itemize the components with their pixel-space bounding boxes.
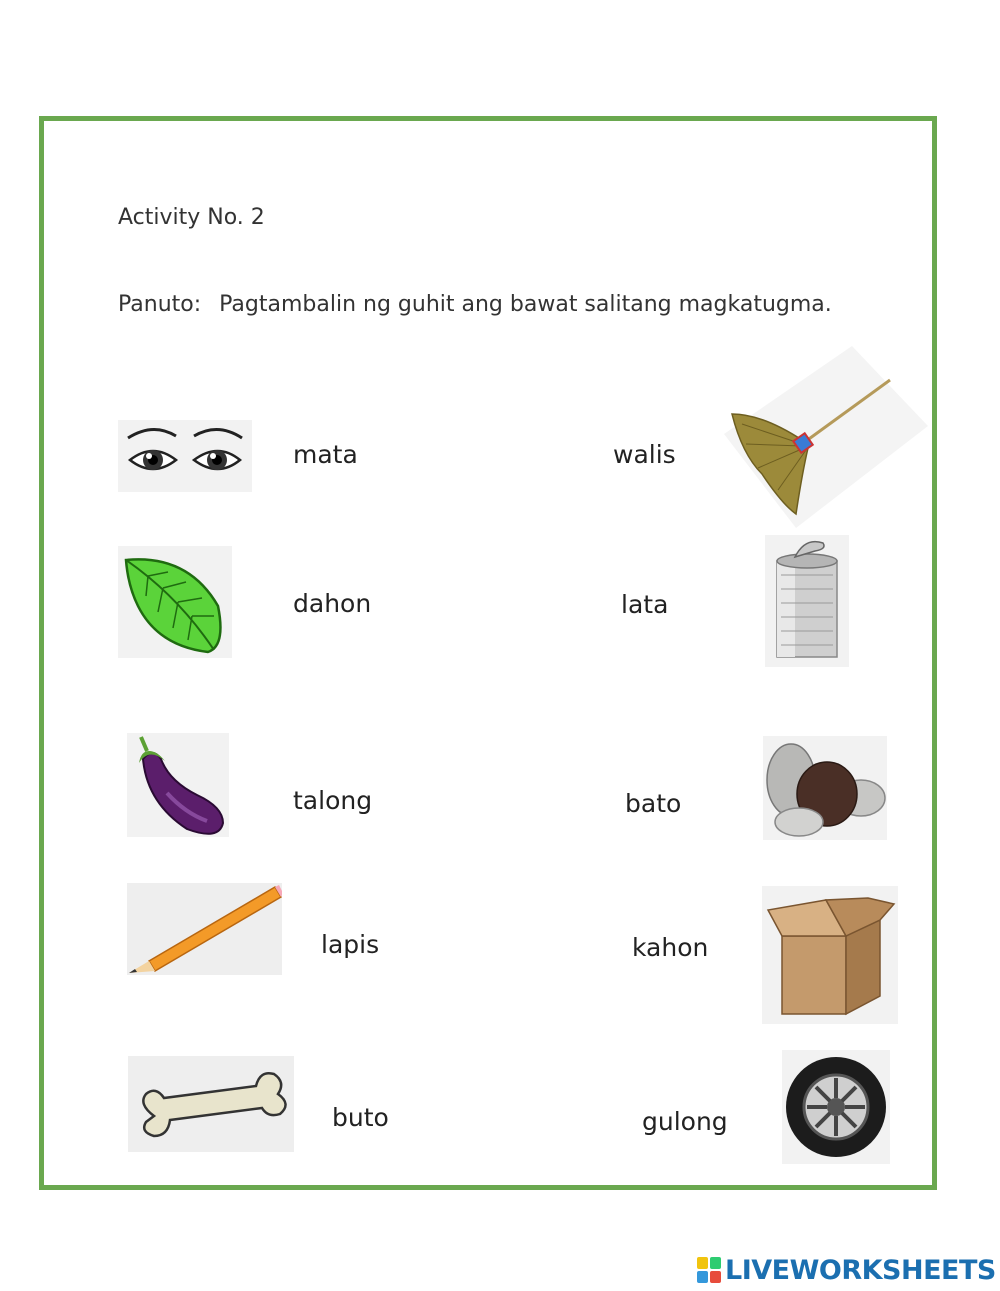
word-talong: talong — [293, 786, 373, 815]
broom-icon — [722, 344, 928, 528]
rocks-icon — [763, 736, 887, 840]
word-dahon: dahon — [293, 589, 372, 618]
logo-mark-icon — [697, 1257, 721, 1283]
word-kahon: kahon — [632, 933, 709, 962]
can-icon — [765, 535, 849, 667]
instruction-text: Pagtambalin ng guhit ang bawat salitang magkatugma. — [219, 292, 832, 317]
eyes-icon — [118, 420, 252, 492]
word-gulong: gulong — [642, 1107, 728, 1136]
word-mata: mata — [293, 440, 358, 469]
activity-heading: Activity No. 2 — [118, 205, 265, 230]
word-bato: bato — [625, 789, 682, 818]
instruction — [118, 292, 832, 317]
box-icon — [762, 886, 898, 1024]
leaf-icon — [118, 546, 232, 658]
tire-icon — [782, 1050, 890, 1164]
brand-name: LIVEWORKSHEETS — [725, 1254, 996, 1286]
word-lata: lata — [621, 590, 669, 619]
word-walis: walis — [613, 440, 676, 469]
eggplant-icon — [127, 733, 229, 837]
instruction-label: Panuto: — [118, 292, 202, 317]
pencil-icon — [127, 883, 282, 975]
word-buto: buto — [332, 1103, 389, 1132]
liveworksheets-logo — [697, 1255, 996, 1285]
bone-icon — [128, 1056, 294, 1152]
word-lapis: lapis — [321, 930, 380, 959]
